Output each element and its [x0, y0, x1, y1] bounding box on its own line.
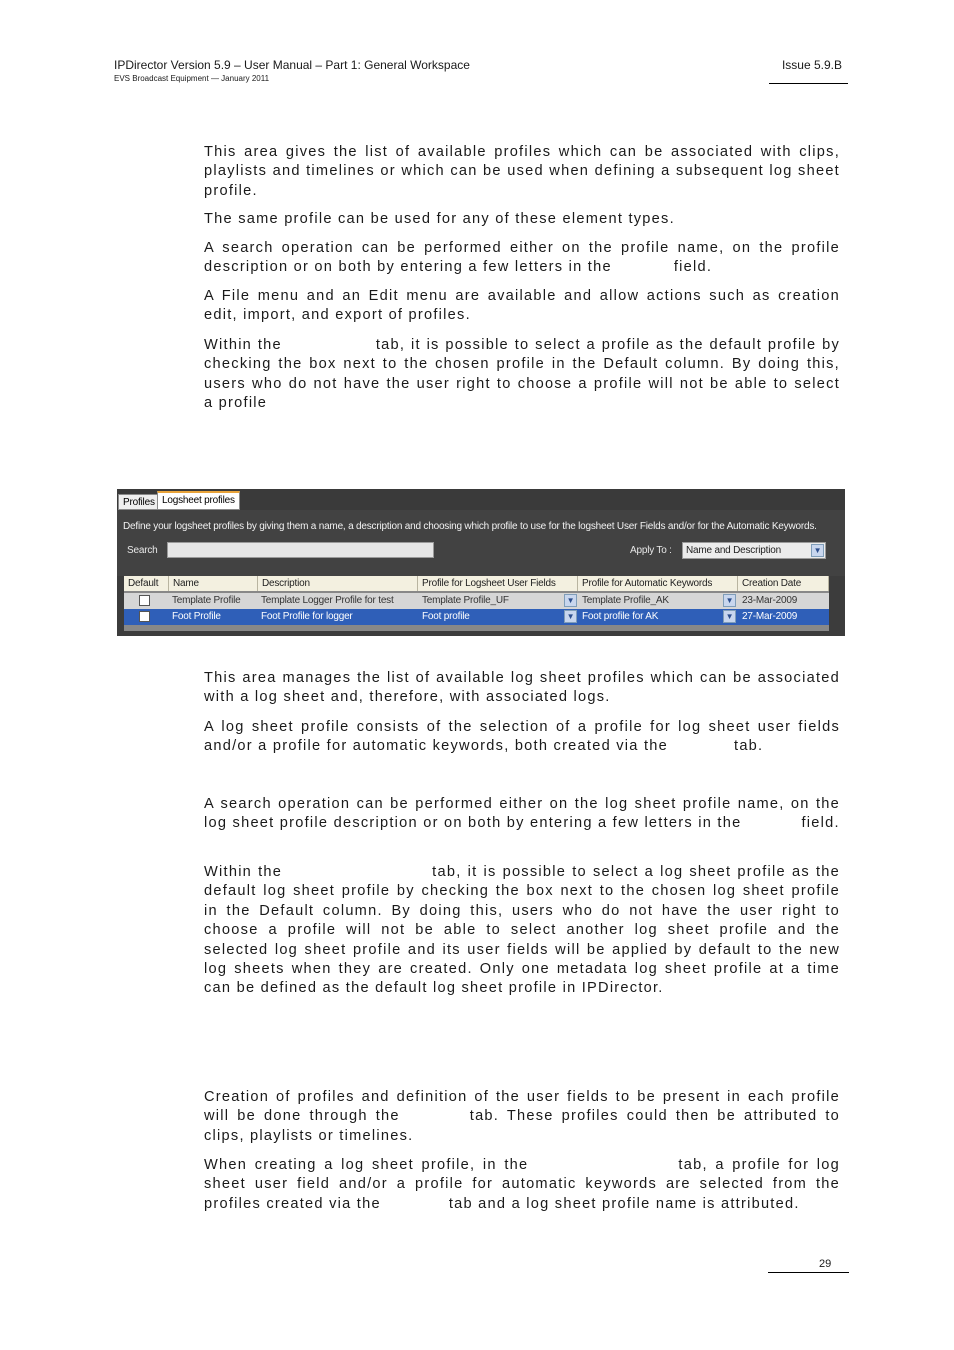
cell-user-fields: Template Profile_UF [422, 595, 509, 606]
cell-keywords: Template Profile_AK [582, 595, 669, 606]
col-header-creation-date[interactable]: Creation Date [738, 576, 829, 591]
s2-p4-text-end: tab, it is possible to select a log sheet profile as the default log sheet profile by checking the box next to the chosen log sheet profile in the Default column. By doing this, users who do not have the user right to choose a profile will not be able to select another log sheet profile and the selected log sheet profile and its user fields will be applied by default to the new log sheets when they are created. Only one metadata log sheet profile at a time can be defined as the default log sheet profile in IPDirector. [204, 864, 841, 997]
chevron-down-icon[interactable]: ▼ [564, 610, 577, 623]
chevron-down-icon[interactable]: ▼ [723, 610, 736, 623]
col-header-default[interactable]: Default [124, 576, 169, 591]
table-row[interactable] [124, 593, 829, 609]
s1-paragraph-1: This area gives the list of available profiles which can be associated with clips, playlists and timelines or which can be used when defining a subsequent log sheet profile. [204, 144, 840, 199]
s1-p3-text: A search operation can be performed either on the profile name, on the profile description or on both by entering a few letters in the [204, 240, 840, 276]
table-row[interactable] [124, 609, 829, 625]
search-label: Search [127, 545, 158, 556]
s2-paragraph-3 [204, 795, 840, 834]
col-header-description[interactable]: Description [258, 576, 418, 591]
issue-number: Issue 5.9.B [781, 58, 842, 72]
s2-paragraph-2 [204, 718, 840, 757]
s3-p2-text: When creating a log sheet profile, in the [204, 1157, 529, 1173]
keywords-dropdown [723, 593, 737, 609]
default-checkbox[interactable] [139, 611, 150, 622]
cell-description: Foot Profile for logger [261, 611, 353, 622]
s3-p1-text: Creation of profiles and definition of the user fields to be present in each profile will be done through the [204, 1089, 840, 1125]
chevron-down-icon[interactable]: ▼ [564, 594, 577, 607]
cell-name: Template Profile [172, 595, 241, 606]
s3-p2-text-end: tab and a log sheet profile name is attributed. [448, 1195, 800, 1212]
s3-paragraph-2 [204, 1156, 840, 1214]
s2-p3-text: A search operation can be performed either on the log sheet profile name, on the log sheet profile description or on both by entering a few letters in the [204, 796, 840, 832]
page-number: 29 [819, 1258, 832, 1270]
s1-paragraph-2: The same profile can be used for any of these element types. [204, 211, 675, 227]
s1-p5-text: Within the [204, 337, 282, 353]
col-header-user-fields[interactable]: Profile for Logsheet User Fields [418, 576, 578, 591]
cell-user-fields: Foot profile [422, 611, 470, 622]
s3-p2-text-mid: tab, a profile for log sheet user field and/or a profile for automatic keywords are selected from the profiles created via the [204, 1157, 840, 1212]
s1-paragraph-4: A File menu and an Edit menu are available and allow actions such as creation edit, import, and export of profiles. [204, 288, 840, 324]
cell-name: Foot Profile [172, 611, 221, 622]
s3-paragraph-1 [204, 1088, 840, 1146]
s2-p3-text-end: field. [801, 815, 840, 832]
s1-paragraph-5 [204, 336, 840, 414]
logsheet-profiles-screenshot [117, 489, 845, 636]
s1-p5-text-end: tab, it is possible to select a profile as the default profile by checking the box next to the chosen profile in the Default column. By doing this, users who do not have the user right to choose a profile will not be able to select a profile [204, 337, 841, 412]
logsheet-intro-text: Define your logsheet profiles by giving them a name, a description and choosing which profile to use for the logsheet User Fields and/or for the Automatic Keywords. [123, 521, 817, 532]
header-rule [769, 83, 848, 84]
s1-p3-text-end: field. [673, 259, 713, 276]
footer-rule [768, 1272, 849, 1273]
keywords-dropdown [723, 609, 737, 625]
col-header-keywords[interactable]: Profile for Automatic Keywords [578, 576, 738, 591]
apply-to-value: Name and Description [686, 545, 781, 556]
s2-p2-text: A log sheet profile consists of the selection of a profile for log sheet user fields and/or a profile for automatic keywords, both created via the [204, 719, 840, 755]
s2-p4-text: Within the [204, 864, 283, 880]
user-fields-dropdown [564, 593, 578, 609]
user-fields-dropdown [564, 609, 578, 625]
s2-paragraph-1: This area manages the list of available log sheet profiles which can be associated with a log sheet and, therefore, with associated logs. [204, 670, 840, 706]
default-checkbox[interactable] [139, 595, 150, 606]
s1-paragraph-3 [204, 239, 840, 278]
apply-to-label: Apply To : [630, 545, 672, 556]
document-title: IPDirector Version 5.9 – User Manual – Part 1: General Workspace [114, 58, 470, 72]
logsheet-profiles-table [124, 576, 829, 631]
chevron-down-icon[interactable]: ▼ [811, 544, 824, 557]
cell-creation-date: 27-Mar-2009 [742, 611, 798, 622]
tab-bar [117, 489, 845, 510]
search-input[interactable] [167, 542, 434, 558]
cell-description: Template Logger Profile for test [261, 595, 394, 606]
s2-paragraph-4 [204, 863, 840, 999]
col-header-name[interactable]: Name [169, 576, 258, 591]
s2-p2-text-end: tab. [734, 738, 764, 755]
chevron-down-icon[interactable]: ▼ [723, 594, 736, 607]
tab-profiles[interactable]: Profiles [118, 494, 160, 510]
apply-to-select[interactable] [682, 542, 826, 559]
tab-logsheet-profiles[interactable]: Logsheet profiles [157, 491, 240, 510]
cell-keywords: Foot profile for AK [582, 611, 659, 622]
s3-p1-text-end: tab. These profiles could then be attributed to clips, playlists or timelines. [204, 1108, 841, 1144]
cell-creation-date: 23-Mar-2009 [742, 595, 798, 606]
document-subtitle: EVS Broadcast Equipment — January 2011 [114, 74, 270, 83]
